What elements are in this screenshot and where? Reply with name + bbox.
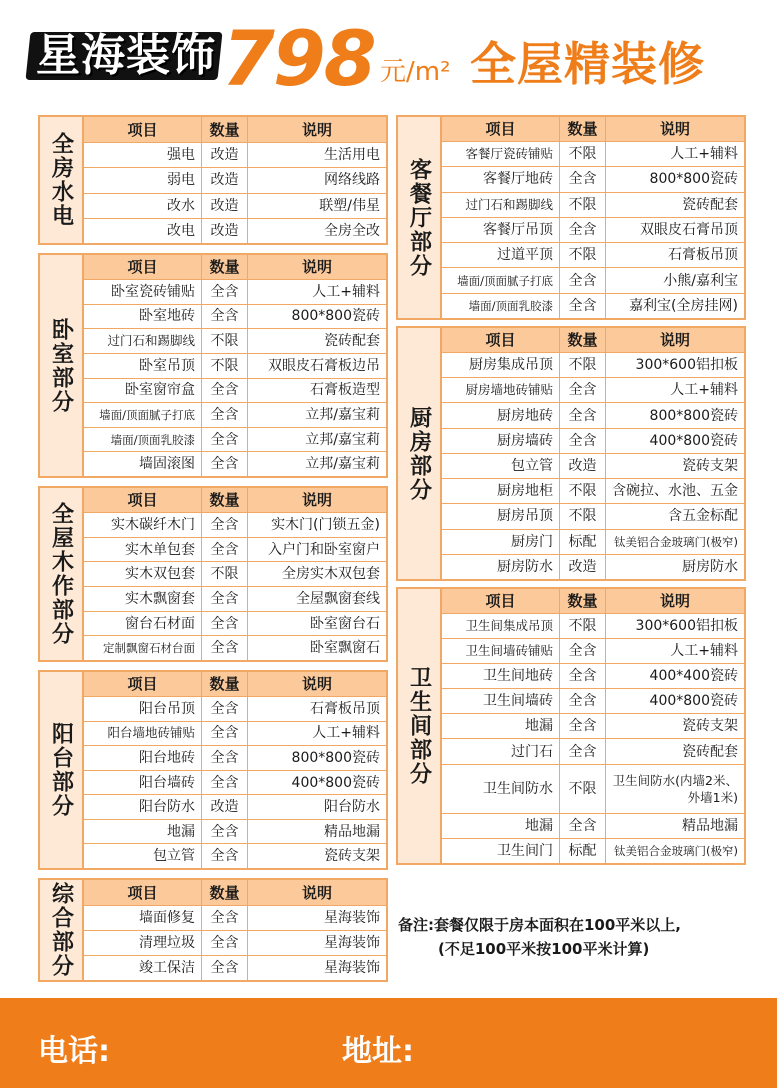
row-item: 弱电	[84, 168, 202, 192]
row-item: 定制飘窗石材台面	[84, 636, 202, 660]
row-item: 墙面/顶面腻子打底	[84, 403, 202, 427]
table-header-row	[442, 328, 744, 353]
row-desc: 人工+辅料	[312, 725, 380, 742]
table-row	[442, 218, 744, 243]
row-item: 厨房防水	[442, 555, 560, 579]
section-table	[442, 328, 744, 579]
row-qty: 全含	[202, 513, 248, 537]
package-price: 798	[222, 14, 375, 103]
section-table	[84, 672, 386, 868]
row-item: 过道平顶	[442, 243, 560, 267]
brand-name: 星海装饰	[36, 30, 216, 81]
row-desc: 联塑/伟星	[319, 197, 380, 214]
table-header-row	[84, 488, 386, 513]
section-label	[40, 488, 84, 660]
table-row	[442, 454, 744, 479]
row-item: 卧室吊顶	[84, 354, 202, 378]
section-label-text: 全房水电	[48, 132, 74, 228]
section-label-text: 综合部分	[48, 882, 74, 978]
table-row	[442, 142, 744, 167]
row-desc: 石膏板吊顶	[668, 247, 738, 264]
row-item: 厨房地柜	[442, 479, 560, 503]
row-qty: 改造	[202, 143, 248, 167]
table-row	[442, 403, 744, 428]
row-qty: 全含	[202, 452, 248, 476]
table-row	[84, 587, 386, 612]
row-item: 卫生间集成吊顶	[442, 614, 560, 638]
row-desc: 人工+辅料	[312, 283, 380, 300]
row-item: 阳台防水	[84, 795, 202, 819]
row-qty: 全含	[202, 697, 248, 721]
row-item: 墙面/顶面乳胶漆	[442, 294, 560, 318]
row-desc: 人工+辅料	[670, 382, 738, 399]
row-item: 阳台吊顶	[84, 697, 202, 721]
row-desc: 人工+辅料	[670, 643, 738, 660]
row-desc: 精品地漏	[682, 817, 738, 834]
row-desc: 含五金标配	[668, 508, 738, 525]
row-item: 改水	[84, 194, 202, 218]
row-desc: 双眼皮石膏吊顶	[640, 221, 738, 238]
row-item: 地漏	[442, 814, 560, 838]
table-row	[84, 305, 386, 330]
row-desc: 立邦/嘉宝莉	[305, 431, 380, 448]
table-row	[442, 664, 744, 689]
row-item: 实木单包套	[84, 538, 202, 562]
row-item: 墙面修复	[84, 906, 202, 930]
row-desc: 生活用电	[324, 147, 380, 164]
header-qty: 数量	[560, 589, 606, 613]
row-desc: 小熊/嘉利宝	[663, 272, 738, 289]
table-row	[84, 795, 386, 820]
section-label	[398, 589, 442, 863]
section-label-text: 阳台部分	[48, 722, 74, 818]
row-qty: 不限	[560, 243, 606, 267]
table-row	[84, 194, 386, 219]
table-header-row	[84, 255, 386, 280]
table-row	[84, 143, 386, 168]
note-line-1: 备注:套餐仅限于房本面积在100平米以上,	[398, 916, 682, 934]
table-row	[84, 562, 386, 587]
table-header-row	[442, 589, 744, 614]
header-item: 项目	[84, 117, 202, 142]
table-row	[84, 697, 386, 722]
section-woodwork	[38, 486, 388, 662]
header-qty: 数量	[202, 255, 248, 279]
table-row	[442, 765, 744, 814]
row-desc: 精品地漏	[324, 823, 380, 840]
row-qty: 全含	[202, 931, 248, 955]
row-item: 客餐厅瓷砖铺贴	[442, 142, 560, 166]
row-item: 地漏	[84, 820, 202, 844]
row-qty: 全含	[202, 403, 248, 427]
section-kitchen	[396, 326, 746, 581]
row-desc: 星海装饰	[324, 935, 380, 951]
row-desc: 300*600铝扣板	[635, 357, 738, 374]
row-item: 厨房墙地砖铺贴	[442, 378, 560, 402]
row-desc: 星海装饰	[324, 910, 380, 926]
row-desc: 卫生间防水(内墙2米、外墙1米)	[612, 772, 738, 805]
row-item: 卫生间墙砖	[442, 689, 560, 713]
row-desc: 立邦/嘉宝莉	[305, 456, 380, 473]
row-qty: 全含	[560, 294, 606, 318]
row-item: 厨房门	[442, 530, 560, 554]
row-desc: 全房全改	[324, 222, 380, 239]
table-row	[442, 243, 744, 268]
table-header-row	[84, 117, 386, 143]
table-row	[84, 168, 386, 193]
row-item: 过门石和踢脚线	[84, 329, 202, 353]
table-row	[442, 294, 744, 318]
row-desc: 400*800瓷砖	[649, 693, 738, 710]
table-row	[442, 479, 744, 504]
table-row	[442, 814, 744, 839]
header-qty: 数量	[202, 488, 248, 512]
header-qty: 数量	[560, 117, 606, 141]
section-label	[40, 672, 84, 868]
header-qty: 数量	[560, 328, 606, 352]
row-item: 窗台石材面	[84, 612, 202, 636]
table-header-row	[84, 880, 386, 906]
row-qty: 不限	[560, 142, 606, 166]
package-note	[398, 913, 768, 961]
row-desc: 400*800瓷砖	[649, 432, 738, 449]
row-item: 卧室瓷砖铺贴	[84, 280, 202, 304]
header-desc: 说明	[301, 120, 332, 139]
row-desc: 嘉利宝(全房挂网)	[629, 297, 738, 314]
row-qty: 全含	[202, 820, 248, 844]
row-desc: 400*400瓷砖	[649, 668, 738, 685]
row-qty: 全含	[560, 814, 606, 838]
section-label	[398, 117, 442, 318]
row-desc: 人工+辅料	[670, 146, 738, 163]
row-qty: 改造	[202, 194, 248, 218]
contact-footer	[0, 998, 777, 1088]
row-desc: 石膏板造型	[310, 382, 380, 399]
row-item: 实木双包套	[84, 562, 202, 586]
row-desc: 立邦/嘉宝莉	[305, 406, 380, 423]
header-qty: 数量	[202, 672, 248, 696]
row-qty: 全含	[202, 305, 248, 329]
row-qty: 不限	[560, 353, 606, 377]
row-desc: 钛美铝合金玻璃门(极窄)	[614, 843, 738, 858]
row-desc: 石膏板吊顶	[310, 700, 380, 717]
header-item: 项目	[84, 488, 202, 512]
row-desc: 星海装饰	[324, 960, 380, 976]
row-item: 竣工保洁	[84, 956, 202, 980]
row-item: 卫生间地砖	[442, 664, 560, 688]
section-water-electric	[38, 115, 388, 245]
row-qty: 全含	[560, 268, 606, 292]
table-row	[442, 714, 744, 739]
row-desc: 钛美铝合金玻璃门(极窄)	[614, 534, 738, 549]
row-qty: 标配	[560, 839, 606, 863]
section-label	[40, 255, 84, 476]
row-item: 厨房吊顶	[442, 504, 560, 528]
table-row	[84, 844, 386, 868]
table-row	[84, 722, 386, 747]
row-item: 改电	[84, 219, 202, 243]
row-item: 强电	[84, 143, 202, 167]
row-qty: 全含	[560, 378, 606, 402]
table-row	[84, 636, 386, 660]
header-desc: 说明	[659, 331, 690, 349]
row-desc: 800*800瓷砖	[291, 749, 380, 766]
row-desc: 400*800瓷砖	[291, 774, 380, 791]
table-row	[84, 428, 386, 453]
row-qty: 全含	[560, 714, 606, 738]
row-item: 厨房地砖	[442, 403, 560, 427]
row-qty: 不限	[202, 329, 248, 353]
table-header-row	[84, 672, 386, 697]
table-row	[84, 820, 386, 845]
row-item: 实木碳纤木门	[84, 513, 202, 537]
row-item: 墙面/顶面乳胶漆	[84, 428, 202, 452]
row-qty: 全含	[560, 664, 606, 688]
section-table	[442, 117, 744, 318]
row-qty: 全含	[560, 639, 606, 663]
row-qty: 全含	[560, 403, 606, 427]
row-qty: 不限	[560, 193, 606, 217]
row-qty: 改造	[202, 168, 248, 192]
row-desc: 全房实木双包套	[282, 566, 380, 583]
row-item: 清理垃圾	[84, 931, 202, 955]
table-row	[84, 931, 386, 956]
table-row	[84, 280, 386, 305]
table-row	[442, 193, 744, 218]
header-item: 项目	[442, 589, 560, 613]
row-qty: 全含	[560, 218, 606, 242]
header-item: 项目	[442, 328, 560, 352]
table-row	[84, 612, 386, 637]
row-qty: 不限	[202, 562, 248, 586]
table-row	[442, 167, 744, 192]
section-label-text: 卧室部分	[48, 317, 74, 414]
note-line-2: (不足100平米按100平米计算)	[438, 940, 650, 958]
section-general	[38, 878, 388, 982]
table-row	[442, 268, 744, 293]
row-item: 客餐厅吊顶	[442, 218, 560, 242]
table-row	[442, 429, 744, 454]
table-row	[84, 354, 386, 379]
header-desc: 说明	[301, 675, 332, 693]
table-row	[442, 353, 744, 378]
section-table	[84, 880, 386, 980]
row-qty: 不限	[560, 479, 606, 503]
header-item: 项目	[84, 255, 202, 279]
row-desc: 阳台防水	[324, 799, 380, 816]
header-qty: 数量	[202, 880, 248, 905]
row-qty: 全含	[202, 612, 248, 636]
table-row	[442, 639, 744, 664]
row-desc: 800*800瓷砖	[649, 171, 738, 188]
header-item: 项目	[84, 672, 202, 696]
table-header-row	[442, 117, 744, 142]
table-row	[442, 839, 744, 863]
table-row	[442, 739, 744, 764]
row-item: 实木飘窗套	[84, 587, 202, 611]
section-label-text: 全屋木作部分	[48, 502, 74, 646]
table-row	[442, 614, 744, 639]
table-row	[84, 746, 386, 771]
header-desc: 说明	[301, 883, 332, 902]
table-row	[84, 771, 386, 796]
row-desc: 瓷砖支架	[324, 848, 380, 865]
row-qty: 全含	[202, 538, 248, 562]
section-balcony	[38, 670, 388, 870]
header-desc: 说明	[659, 592, 690, 610]
section-bathroom	[396, 587, 746, 865]
row-qty: 全含	[560, 429, 606, 453]
row-qty: 全含	[560, 739, 606, 763]
row-item: 阳台墙地砖铺贴	[84, 722, 202, 746]
section-label-text: 厨房部分	[406, 405, 432, 502]
row-qty: 全含	[202, 636, 248, 660]
row-qty: 全含	[202, 771, 248, 795]
row-qty: 全含	[202, 844, 248, 868]
header-item: 项目	[442, 117, 560, 141]
table-row	[442, 555, 744, 579]
row-qty: 全含	[202, 280, 248, 304]
row-item: 过门石和踢脚线	[442, 193, 560, 217]
row-qty: 不限	[202, 354, 248, 378]
header-qty: 数量	[202, 117, 248, 142]
table-row	[442, 530, 744, 555]
row-item: 卧室地砖	[84, 305, 202, 329]
table-row	[84, 329, 386, 354]
row-item: 卧室窗帘盒	[84, 379, 202, 403]
row-desc: 300*600铝扣板	[635, 618, 738, 635]
section-label-text: 卫生间部分	[406, 666, 432, 786]
row-item: 厨房集成吊顶	[442, 353, 560, 377]
section-label	[40, 117, 84, 243]
slogan: 全屋精装修	[470, 37, 705, 91]
row-qty: 全含	[202, 722, 248, 746]
row-item: 过门石	[442, 739, 560, 763]
row-qty: 改造	[560, 555, 606, 579]
row-item: 包立管	[442, 454, 560, 478]
row-desc: 800*800瓷砖	[649, 407, 738, 424]
row-desc: 实木门(门锁五金)	[271, 516, 380, 533]
row-qty: 全含	[202, 746, 248, 770]
table-row	[84, 513, 386, 538]
row-desc: 网络线路	[324, 172, 380, 189]
table-row	[442, 378, 744, 403]
row-item: 阳台地砖	[84, 746, 202, 770]
row-item: 阳台墙砖	[84, 771, 202, 795]
row-desc: 瓷砖支架	[682, 718, 738, 735]
table-row	[84, 906, 386, 931]
price-unit: 元/m²	[380, 57, 451, 87]
row-desc: 厨房防水	[682, 558, 738, 575]
row-item: 客餐厅地砖	[442, 167, 560, 191]
table-row	[84, 956, 386, 980]
section-table	[84, 488, 386, 660]
row-qty: 全含	[560, 689, 606, 713]
table-row	[84, 379, 386, 404]
row-desc: 全屋飘窗套线	[296, 590, 380, 607]
row-qty: 改造	[202, 219, 248, 243]
row-qty: 全含	[202, 906, 248, 930]
table-row	[84, 219, 386, 243]
section-label	[40, 880, 84, 980]
row-desc: 瓷砖配套	[324, 333, 380, 350]
row-item: 卫生间墙砖铺贴	[442, 639, 560, 663]
table-row	[84, 538, 386, 563]
row-item: 包立管	[84, 844, 202, 868]
row-desc: 瓷砖支架	[682, 457, 738, 474]
row-qty: 全含	[202, 428, 248, 452]
header-desc: 说明	[301, 491, 332, 509]
row-desc: 入户门和卧室窗户	[268, 541, 380, 558]
row-item: 墙固滚图	[84, 452, 202, 476]
section-living-dining	[396, 115, 746, 320]
row-item: 卫生间防水	[442, 765, 560, 813]
row-item: 卫生间门	[442, 839, 560, 863]
row-desc: 瓷砖配套	[682, 743, 738, 760]
section-table	[442, 589, 744, 863]
table-row	[442, 504, 744, 529]
row-qty: 全含	[202, 379, 248, 403]
row-desc: 800*800瓷砖	[291, 308, 380, 325]
row-item: 地漏	[442, 714, 560, 738]
section-label-text: 客餐厅部分	[406, 157, 432, 278]
row-desc: 卧室飘窗石	[310, 640, 380, 657]
address-label: 地址:	[342, 1034, 414, 1069]
table-row	[84, 403, 386, 428]
row-desc: 含碗拉、水池、五金	[612, 483, 738, 500]
row-qty: 不限	[560, 614, 606, 638]
row-qty: 改造	[202, 795, 248, 819]
table-row	[84, 452, 386, 476]
row-qty: 标配	[560, 530, 606, 554]
row-qty: 不限	[560, 765, 606, 813]
row-desc: 双眼皮石膏板边吊	[268, 357, 380, 374]
header-desc: 说明	[301, 258, 332, 276]
table-row	[442, 689, 744, 714]
row-desc: 卧室窗台石	[310, 615, 380, 632]
section-bedroom	[38, 253, 388, 478]
header-desc: 说明	[659, 120, 690, 138]
row-desc: 瓷砖配套	[682, 196, 738, 213]
row-item: 墙面/顶面腻子打底	[442, 268, 560, 292]
section-table	[84, 117, 386, 243]
header-item: 项目	[84, 880, 202, 905]
row-qty: 改造	[560, 454, 606, 478]
phone-label: 电话:	[38, 1034, 110, 1069]
row-item: 厨房墙砖	[442, 429, 560, 453]
row-qty: 全含	[202, 956, 248, 980]
section-label	[398, 328, 442, 579]
page-header	[0, 0, 777, 108]
row-qty: 全含	[202, 587, 248, 611]
section-table	[84, 255, 386, 476]
row-qty: 不限	[560, 504, 606, 528]
row-qty: 全含	[560, 167, 606, 191]
